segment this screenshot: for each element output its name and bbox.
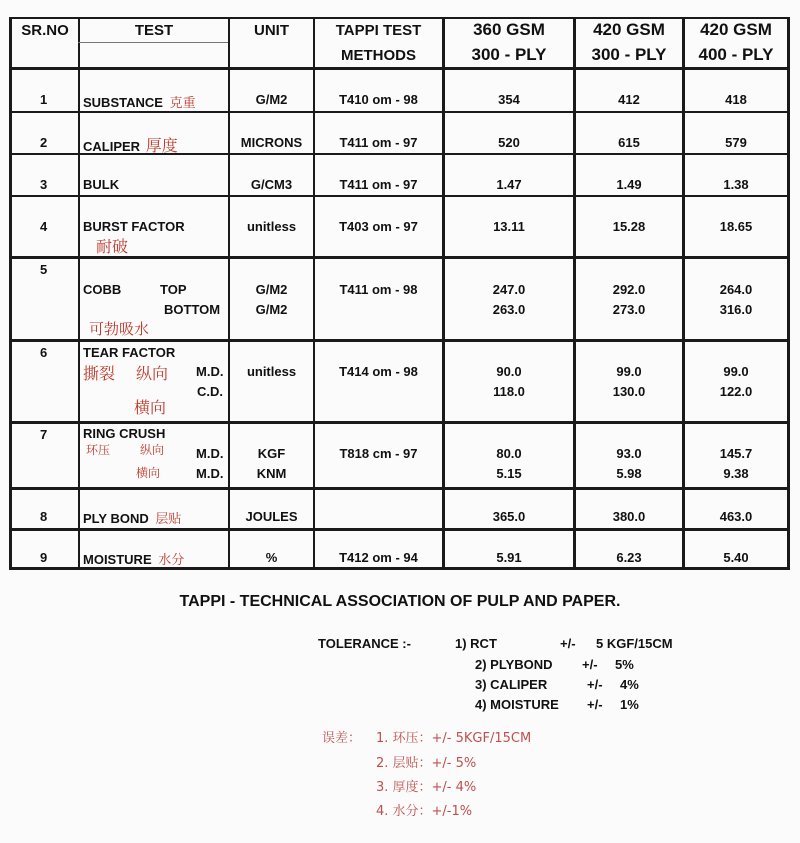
tolerance-value: 5% xyxy=(615,657,634,672)
tolerance-item: 2) PLYBOND xyxy=(475,657,553,672)
value-col2: 5.98 xyxy=(616,466,642,481)
value-col3: 145.7 xyxy=(719,446,753,461)
row-number: 5 xyxy=(40,262,48,277)
tolerance-item: 4) MOISTURE xyxy=(475,697,559,712)
value-col2: 273.0 xyxy=(612,302,646,317)
tolerance-value: 4% xyxy=(620,677,639,692)
tolerance-sign: +/- xyxy=(587,677,603,692)
cd-label: C.D. xyxy=(197,384,223,399)
unit: % xyxy=(265,550,278,565)
cd-label-cn: 横向 xyxy=(134,398,167,417)
value-col1: 80.0 xyxy=(496,446,522,461)
tolerance-item: 3) CALIPER xyxy=(475,677,548,692)
md-label: M.D. xyxy=(196,446,224,461)
row-number: 7 xyxy=(40,427,48,442)
test-name: RING CRUSH xyxy=(83,426,166,441)
row-number: 4 xyxy=(40,219,48,234)
test-name-cn: 环压 xyxy=(86,443,111,457)
row-number: 1 xyxy=(40,92,48,107)
header-col3-gsm: 420 GSM xyxy=(700,20,772,39)
test-name: PLY BOND 层贴 xyxy=(83,511,182,527)
row-number: 9 xyxy=(40,550,48,565)
method: T403 om - 97 xyxy=(339,219,418,234)
value-col3: 579 xyxy=(725,135,747,150)
value-col3: 5.40 xyxy=(723,550,749,565)
tolerance-sign: +/- xyxy=(582,657,598,672)
value-col1: 118.0 xyxy=(493,384,525,399)
value-col1: 5.91 xyxy=(496,550,522,565)
test-name: TEAR FACTOR xyxy=(83,345,176,360)
method: T411 om - 98 xyxy=(339,282,418,297)
header-col1-gsm: 360 GSM xyxy=(473,20,545,39)
row-number: 3 xyxy=(40,177,48,192)
error-label: 误差： xyxy=(322,731,362,746)
value-col1: 13.11 xyxy=(493,219,525,234)
value-col2: 412 xyxy=(618,92,640,107)
value-col1: 263.0 xyxy=(492,302,526,317)
method: T411 om - 97 xyxy=(339,177,418,192)
value-col2: 93.0 xyxy=(616,446,642,461)
value-col3: 316.0 xyxy=(719,302,753,317)
md-label: M.D. xyxy=(196,364,224,379)
error-item: 4. 水分：+/-1% xyxy=(376,804,473,819)
value-col3: 264.0 xyxy=(719,282,753,297)
unit: G/M2 xyxy=(255,92,288,107)
value-col2: 15.28 xyxy=(612,219,646,234)
test-name: CALIPER 厚度 xyxy=(83,136,178,155)
value-col2: 6.23 xyxy=(616,550,642,565)
header-col2-ply: 300 - PLY xyxy=(591,45,667,64)
method: T818 cm - 97 xyxy=(339,446,418,461)
value-col2: 99.0 xyxy=(616,364,642,379)
row-number: 6 xyxy=(40,345,48,360)
value-col1: 354 xyxy=(498,92,520,107)
unit: unitless xyxy=(246,219,297,234)
method: T412 om - 94 xyxy=(339,550,418,565)
tappi-definition: TAPPI - TECHNICAL ASSOCIATION OF PULP AND PAPER. xyxy=(179,593,621,610)
tolerance-label: TOLERANCE :- xyxy=(318,636,411,651)
header-tappi-test: TAPPI TEST xyxy=(335,22,422,39)
value-col1: 1.47 xyxy=(496,177,522,192)
unit: unitless xyxy=(246,364,297,379)
header-sr-no: SR.NO xyxy=(21,22,69,39)
test-name: BURST FACTOR xyxy=(83,219,185,234)
error-item: 2. 层贴：+/- 5% xyxy=(376,756,477,771)
unit: KGF xyxy=(257,446,286,461)
row-number: 2 xyxy=(40,135,48,150)
unit: G/M2 xyxy=(255,282,288,297)
test-name-cn: 可勃吸水 xyxy=(89,320,150,338)
value-col1: 90.0 xyxy=(496,364,522,379)
value-col3: 122.0 xyxy=(719,384,753,399)
error-item: 3. 厚度：+/- 4% xyxy=(376,780,477,795)
header-col2-gsm: 420 GSM xyxy=(593,20,665,39)
tolerance-value: 1% xyxy=(620,697,639,712)
test-name-cn: 撕裂 xyxy=(83,364,116,383)
value-col3: 9.38 xyxy=(723,466,749,481)
row-number: 8 xyxy=(40,509,48,524)
value-col1: 520 xyxy=(498,135,520,150)
test-name: COBB xyxy=(83,282,122,297)
value-col2: 615 xyxy=(618,135,640,150)
tolerance-value: 5 KGF/15CM xyxy=(596,636,673,651)
header-unit: UNIT xyxy=(254,22,289,39)
tolerance-sign: +/- xyxy=(587,697,603,712)
value-col3: 1.38 xyxy=(723,177,749,192)
md-label-cn: 纵向 xyxy=(140,443,165,457)
value-col3: 463.0 xyxy=(719,509,753,524)
unit: G/CM3 xyxy=(250,177,293,192)
header-col3-ply: 400 - PLY xyxy=(698,45,774,64)
method: T414 om - 98 xyxy=(339,364,418,379)
value-col2: 130.0 xyxy=(612,384,646,399)
value-col2: 292.0 xyxy=(612,282,646,297)
unit: JOULES xyxy=(245,509,298,524)
cd-label-cn: 横向 xyxy=(136,466,161,480)
md-label: M.D. xyxy=(196,466,224,481)
method: T410 om - 98 xyxy=(339,92,418,107)
header-col1-ply: 300 - PLY xyxy=(471,45,547,64)
test-name: SUBSTANCE 克重 xyxy=(83,95,196,111)
value-col1: 365.0 xyxy=(492,509,526,524)
cobb-top-label: TOP xyxy=(160,282,187,297)
tolerance-item: 1) RCT xyxy=(455,636,497,651)
value-col2: 380.0 xyxy=(612,509,646,524)
md-label-cn: 纵向 xyxy=(136,364,169,383)
method: T411 om - 97 xyxy=(339,135,418,150)
unit: KNM xyxy=(256,466,287,481)
unit: G/M2 xyxy=(255,302,288,317)
value-col2: 1.49 xyxy=(616,177,642,192)
test-name: MOISTURE 水分 xyxy=(83,552,185,568)
error-item: 1. 环压：+/- 5KGF/15CM xyxy=(376,731,532,746)
value-col3: 18.65 xyxy=(719,219,753,234)
tolerance-sign: +/- xyxy=(560,636,576,651)
unit: MICRONS xyxy=(240,135,303,150)
value-col1: 247.0 xyxy=(492,282,526,297)
header-test: TEST xyxy=(134,22,174,39)
cobb-bottom-label: BOTTOM xyxy=(164,302,221,317)
test-name: BULK xyxy=(83,177,120,192)
test-name-cn: 耐破 xyxy=(96,237,129,256)
value-col1: 5.15 xyxy=(496,466,522,481)
value-col3: 99.0 xyxy=(723,364,749,379)
value-col3: 418 xyxy=(725,92,747,107)
header-methods: METHODS xyxy=(341,47,416,64)
